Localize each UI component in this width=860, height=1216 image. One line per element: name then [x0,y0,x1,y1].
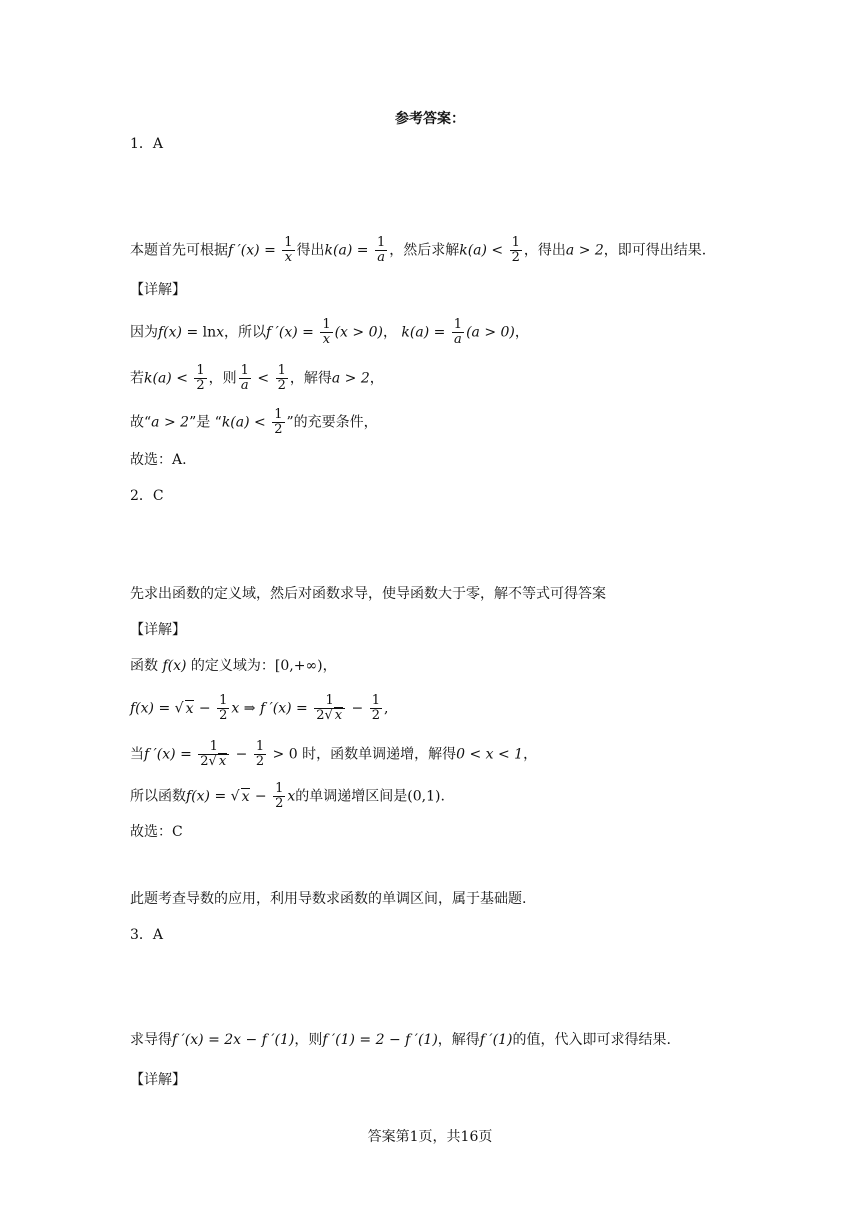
q2-line-1: 函数 f(x) 的定义域为：[0,+∞)， [130,658,337,674]
q2-line-5: 故选：C [130,824,183,840]
q2-analysis: 先求出函数的定义域，然后对函数求导，使导函数大于零，解不等式可得答案 [130,586,606,602]
q1-answer: 1．A [130,136,164,152]
q1-analysis: 本题首先可根据f ′(x) = $\frac{1}{x}$ 得出k(a) = $\frac{1}{a}$ ，然后求解k(a) < $\frac{1}{2}$ ，得出a > 2，即可得出结果. [130,235,707,265]
q1-detail-label: 【详解】 [130,282,186,298]
q2-comment: 此题考查导数的应用，利用导数求函数的单调区间，属于基础题. [130,891,527,907]
q3-answer: 3．A [130,927,164,943]
q1-line-1: 因为f(x) = lnx，所以f ′(x) = $\frac{1}{x}$ (x > 0)， k(a) = $\frac{1}{a}$ (a > 0)， [130,317,529,347]
q2-line-2: f(x) = √ x − $\frac{1}{2}$ x ⇒ f ′(x) = $\frac{1}{2√ x}$ − $\frac{1}{2}$ , [130,693,389,723]
q2-line-4: 所以函数f(x) = √ x − $\frac{1}{2}$ x的单调递增区间是(0,1). [130,781,445,811]
q2-detail-label: 【详解】 [130,622,186,638]
page-footer: 答案第1页，共16页 [367,1129,493,1145]
q1-line-2: 若k(a) < $\frac{1}{2}$ ，则 $\frac{1}{a}$ < $\frac{1}{2}$ ，解得a > 2， [130,363,384,393]
page-title: 参考答案： [395,111,465,127]
q2-line-3: 当f ′(x) = $\frac{1}{2√ x}$ − $\frac{1}{2}$ > 0 时，函数单调递增，解得0 < x < 1， [130,739,538,769]
q2-answer: 2．C [130,488,164,504]
q1-line-3: 故“a > 2”是 “k(a) < $\frac{1}{2}$ ”的充要条件， [130,407,378,437]
q3-detail-label: 【详解】 [130,1072,186,1088]
q3-analysis: 求导得f ′(x) = 2x − f ′(1)，则f ′(1) = 2 − f ′(1)，解得f ′(1)的值，代入即可求得结果. [130,1032,671,1048]
q1-line-4: 故选：A. [130,452,187,468]
